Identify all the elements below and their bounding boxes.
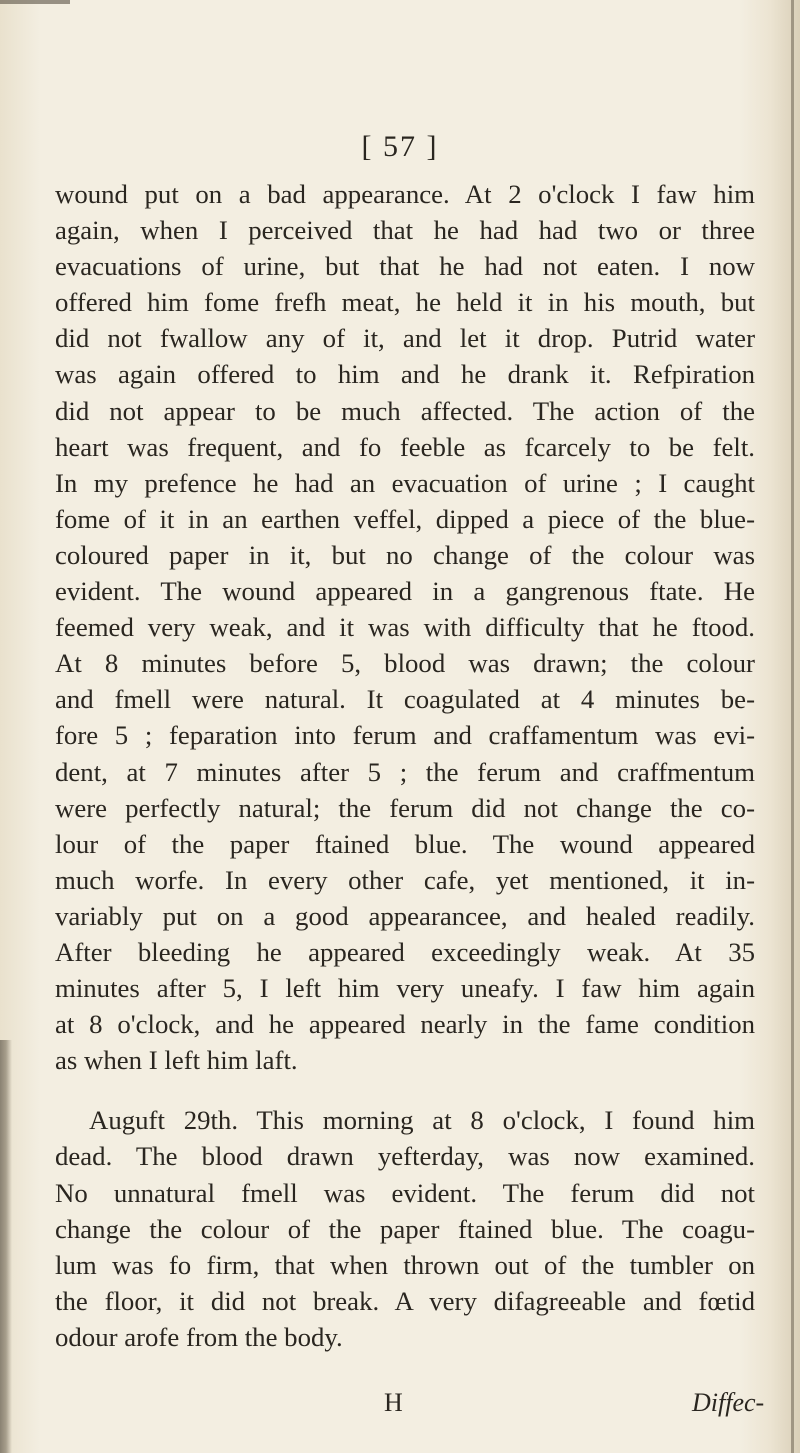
text-line: evacuations of urine, but that he had not eaten. I now <box>55 251 755 282</box>
text-line: At 8 minutes before 5, blood was drawn; the colour <box>55 648 755 679</box>
text-line: After bleeding he appeared exceedingly weak. At 35 <box>55 936 755 967</box>
text-line: change the colour of the paper ftained blue. The coagu- <box>55 1213 755 1244</box>
text-line: fome of it in an earthen veffel, dipped a piece of the blue- <box>55 503 755 534</box>
page-number-header: [ 57 ] <box>361 130 439 163</box>
text-line: No unnatural fmell was evident. The ferum did not <box>55 1177 755 1208</box>
text-line: variably put on a good appearancee, and healed readily. <box>55 900 755 931</box>
text-line: coloured paper in it, but no change of the colour was <box>55 539 755 570</box>
text-line: In my prefence he had an evacuation of urine ; I caught <box>55 467 755 498</box>
text-line: did not fwallow any of it, and let it drop. Putrid water <box>55 323 755 354</box>
text-line: odour arofe from the body. <box>55 1321 343 1352</box>
paragraph <box>55 1102 755 1355</box>
text-line: lour of the paper ftained blue. The wound appeared <box>55 828 755 859</box>
text-line: Auguft 29th. This morning at 8 o'clock, I found him <box>89 1105 755 1136</box>
text-line: did not appear to be much affected. The action of the <box>55 395 755 426</box>
text-line: evident. The wound appeared in a gangrenous ftate. He <box>55 576 755 607</box>
text-line: were perfectly natural; the ferum did not change the co- <box>55 792 755 823</box>
text-line: feemed very weak, and it was with difficulty that he ftood. <box>55 612 755 643</box>
body-text <box>55 176 755 1355</box>
text-line: wound put on a bad appearance. At 2 o'clock I faw him <box>55 179 755 209</box>
text-line: offered him fome frefh meat, he held it in his mouth, but <box>55 287 755 318</box>
text-line: heart was frequent, and fo feeble as fcarcely to be felt. <box>55 431 755 462</box>
text-line: was again offered to him and he drank it. Refpiration <box>55 359 755 390</box>
text-line: lum was fo firm, that when thrown out of the tumbler on <box>55 1249 755 1280</box>
signature-mark: H <box>384 1388 403 1417</box>
text-line: and fmell were natural. It coagulated at 4 minutes be- <box>55 684 755 715</box>
page-edge-shadow <box>0 0 70 4</box>
text-line: again, when I perceived that he had had two or three <box>55 215 755 246</box>
binding-edge <box>791 0 794 1453</box>
paragraph-gap <box>55 1078 755 1102</box>
text-line: as when I left him laft. <box>55 1045 298 1076</box>
text-line: dent, at 7 minutes after 5 ; the ferum and craffmentum <box>55 756 755 787</box>
catchword: Diffec- <box>692 1388 765 1417</box>
text-line: dead. The blood drawn yefterday, was now examined. <box>55 1141 755 1172</box>
text-line: at 8 o'clock, and he appeared nearly in the fame condition <box>55 1009 755 1040</box>
text-line: the floor, it did not break. A very difagreeable and fœtid <box>55 1285 755 1316</box>
page-footer <box>0 1388 800 1424</box>
paragraph <box>55 176 755 1078</box>
text-line: much worfe. In every other cafe, yet mentioned, it in- <box>55 864 755 895</box>
text-line: minutes after 5, I left him very uneafy. I faw him again <box>55 973 755 1004</box>
text-line: fore 5 ; feparation into ferum and craffamentum was evi- <box>55 720 755 751</box>
